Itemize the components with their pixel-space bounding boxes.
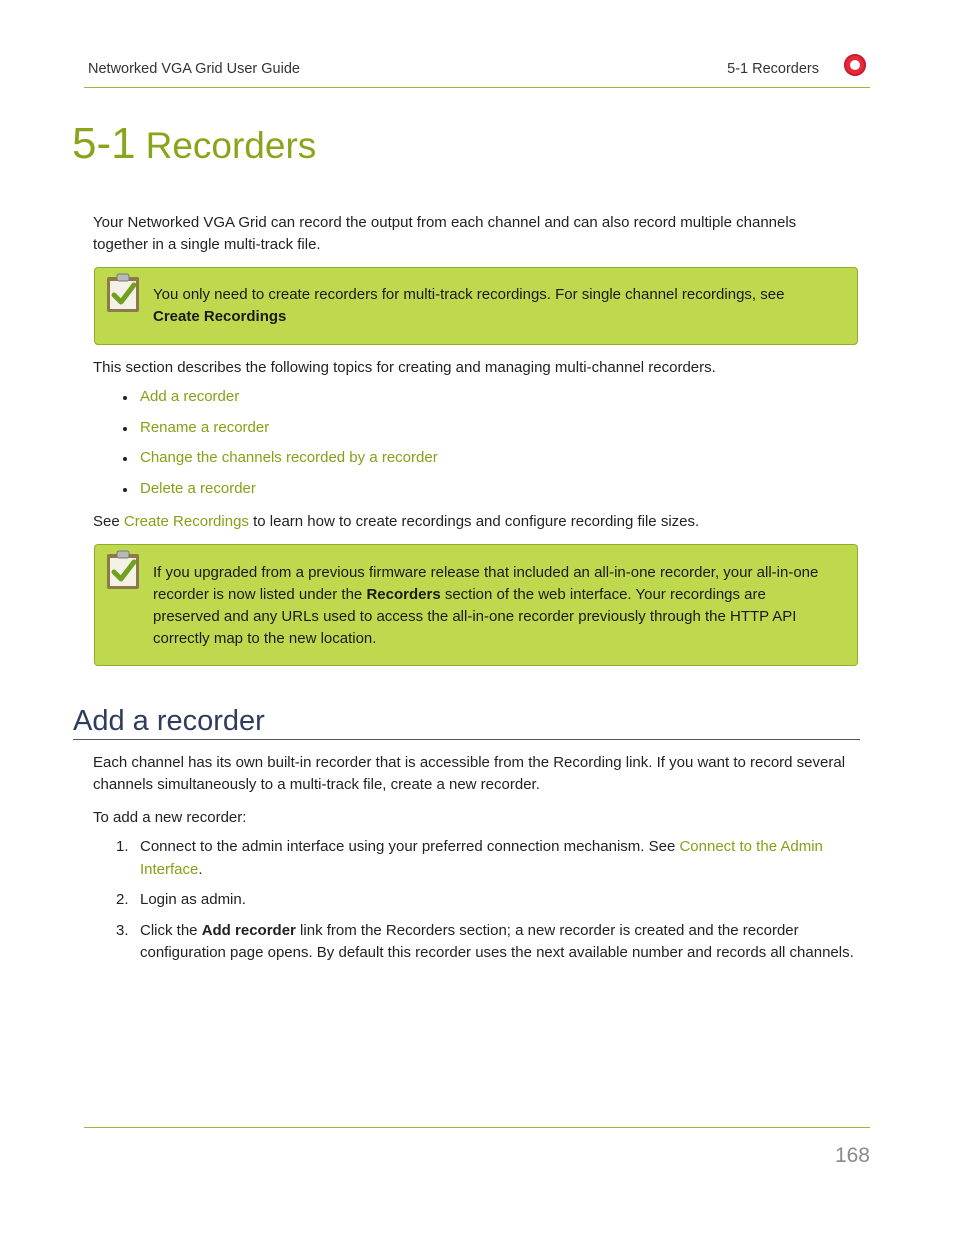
header-section: 5-1 Recorders bbox=[727, 61, 819, 77]
list-item bbox=[120, 417, 438, 448]
page-header bbox=[84, 52, 870, 88]
chapter-title bbox=[72, 119, 317, 168]
topics-list bbox=[120, 386, 438, 508]
note-text: If you upgraded from a previous firmware release that included an all-in-one recorder, your all-in-one recorder is now listed under the Recorders section of the web interface. Your recordings are preserved and any URLs used to access the all-in-one recorder previously through the HTTP API correctly map to the new location. bbox=[153, 564, 819, 647]
intro-paragraph: Your Networked VGA Grid can record the output from each channel and can also record multiple channels together in a single multi-track file. bbox=[93, 214, 797, 253]
note-text: You only need to create recorders for multi-track recordings. For single channel recordings, see Create Recordings bbox=[153, 286, 785, 325]
topic-link-rename[interactable]: Rename a recorder bbox=[140, 418, 270, 436]
see-line: See Create Recordings to learn how to create recordings and configure recording file sizes. bbox=[93, 513, 700, 530]
connect-admin-link[interactable]: Connect to the Admin Interface bbox=[140, 838, 823, 878]
topic-link-add[interactable]: Add a recorder bbox=[140, 388, 240, 405]
page-number: 168 bbox=[834, 1144, 870, 1167]
clipboard-check-icon bbox=[106, 273, 140, 313]
steps-lead: To add a new recorder: bbox=[93, 809, 247, 826]
list-item bbox=[120, 386, 438, 417]
section-heading: Add a recorder bbox=[73, 704, 860, 740]
list-item: 1. Connect to the admin interface using your preferred connection mechanism. See Connect to the Admin Interface. bbox=[116, 838, 823, 878]
topics-intro: This section describes the following topics for creating and managing multi-channel recorders. bbox=[93, 359, 716, 376]
chapter-number: 5-1 bbox=[72, 119, 136, 168]
topic-link-change[interactable]: Change the channels recorded by a recorder bbox=[140, 449, 438, 466]
page-footer bbox=[84, 1127, 870, 1167]
note-box bbox=[94, 544, 858, 666]
create-recordings-link[interactable]: Create Recordings bbox=[123, 513, 249, 530]
list-item: 3. Click the Add recorder link from the Recorders section; a new recorder is created and the recorder configuration page opens. By default this recorder uses the next available number and records all channels. bbox=[116, 921, 854, 961]
note-bold-link: Create Recordings bbox=[153, 308, 287, 325]
note-box bbox=[94, 267, 858, 345]
list-item: 2. Login as admin. bbox=[116, 891, 246, 908]
list-item bbox=[120, 447, 438, 478]
chapter-name: Recorders bbox=[145, 125, 317, 166]
list-item bbox=[120, 478, 438, 509]
topic-link-delete[interactable]: Delete a recorder bbox=[140, 479, 256, 497]
clipboard-check-icon bbox=[106, 550, 140, 590]
add-paragraph: Each channel has its own built-in recorder that is accessible from the Recording link. If you want to record several channels simultaneously to a multi-track file, create a new recorder. bbox=[93, 754, 846, 793]
record-icon bbox=[844, 54, 866, 76]
doc-title: Networked VGA Grid User Guide bbox=[88, 61, 300, 77]
steps-list bbox=[93, 836, 858, 973]
